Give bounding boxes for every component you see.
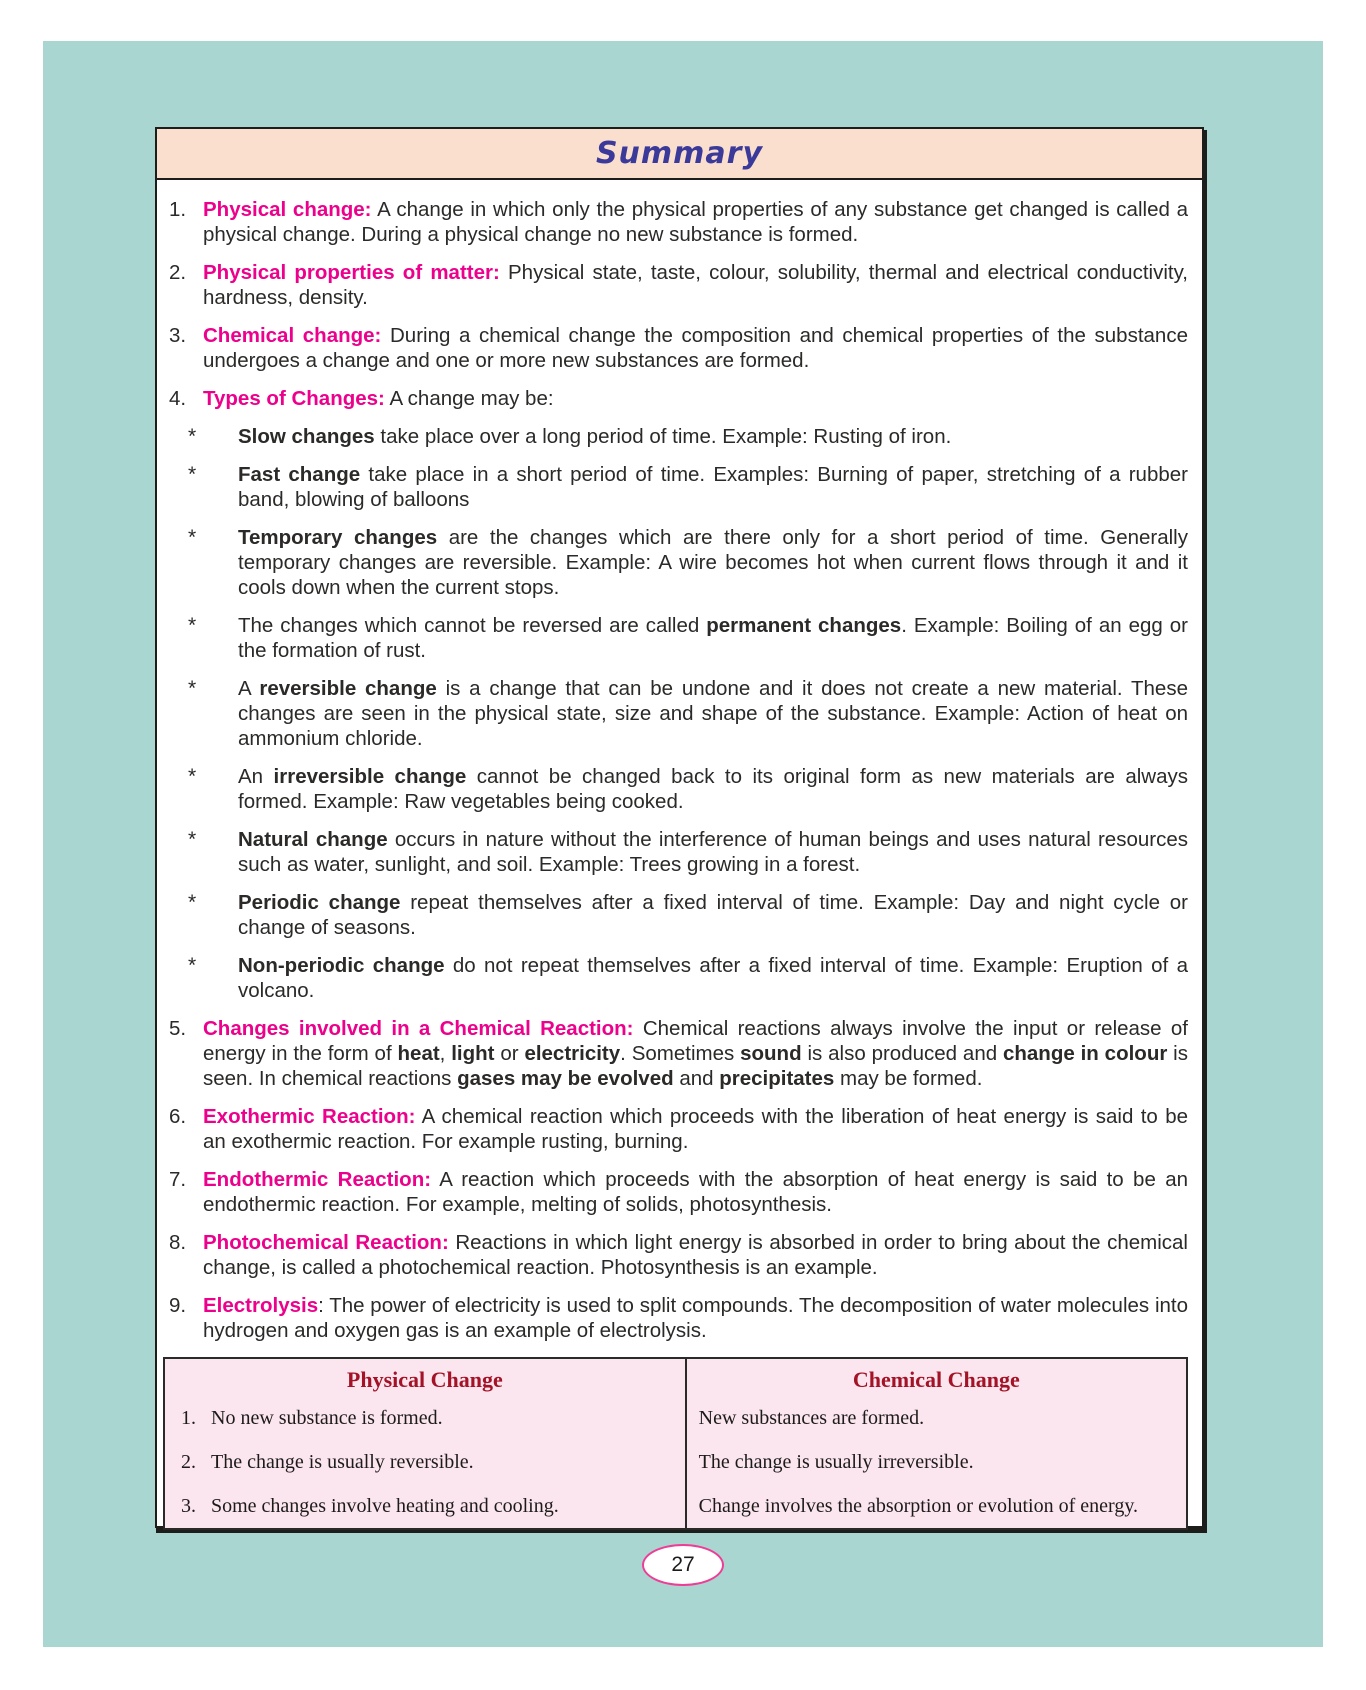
item-heading: Endothermic Reaction: <box>203 1168 432 1191</box>
bullet-body-text: An <box>238 765 274 788</box>
item-body-text: . Sometimes <box>620 1042 741 1065</box>
bullet-body-text-bold: Slow changes <box>238 425 375 448</box>
item-body-text-bold: light <box>451 1042 495 1065</box>
comparison-table-head <box>164 1358 1187 1396</box>
item-heading: Physical properties of matter: <box>203 261 500 284</box>
bullet-body-text-bold: irreversible change <box>273 765 467 788</box>
item-number: 7. <box>169 1168 187 1191</box>
item-heading: Chemical change: <box>203 324 382 347</box>
item-text <box>203 1230 1188 1280</box>
comparison-table-body <box>164 1396 1187 1529</box>
row-number: 2. <box>181 1451 196 1473</box>
item-body-text: During a chemical change the composition and chemical properties of the substance undergoes a change and one or more new substances are formed. <box>203 324 1188 372</box>
table-row <box>164 1484 1187 1529</box>
item-body-text: is seen. In chemical reactions <box>203 1042 1188 1090</box>
summary-item-row <box>163 197 1188 247</box>
bullet-body-text: take place over a long period of time. Example: Rusting of iron. <box>374 425 952 448</box>
item-body-text: Physical state, taste, colour, solubility, thermal and electrical conductivity, hardness, density. <box>203 261 1188 309</box>
bullet-body-text: . Example: Boiling of an egg or the formation of rust. <box>238 614 1188 662</box>
bullet-body-text: do not repeat themselves after a fixed interval of time. Example: Eruption of a volcano. <box>238 954 1188 1002</box>
item-body-text-bold: change in colour <box>1002 1042 1168 1065</box>
item-number: 2. <box>169 261 187 284</box>
summary-items <box>163 197 1188 1343</box>
bullet-body-text: repeat themselves after a fixed interval of time. Example: Day and night cycle or change of seasons. <box>238 891 1189 939</box>
summary-body <box>157 180 1202 1530</box>
item-body-text-bold: sound <box>740 1042 802 1065</box>
table-header-physical-change: Physical Change <box>164 1358 686 1396</box>
bullet-body-text-bold: reversible change <box>259 677 437 700</box>
bullet-item <box>163 424 1188 449</box>
item-number: 8. <box>169 1231 187 1254</box>
asterisk-bullet: * <box>188 765 197 788</box>
bullet-body-text-bold: Temporary changes <box>238 526 438 549</box>
summary-box <box>155 127 1204 1528</box>
item-number: 5. <box>169 1017 187 1040</box>
page-number: 27 <box>671 1553 695 1576</box>
item-text <box>203 260 1188 310</box>
bullet-item <box>163 676 1188 751</box>
summary-item <box>163 1104 1188 1154</box>
chemical-change-text: Change involves the absorption or evolution of energy. <box>698 1495 1139 1517</box>
row-number: 1. <box>181 1407 196 1429</box>
item-body-text: A chemical reaction which proceeds with the liberation of heat energy is said to be an exothermic reaction. For example rusting, burning. <box>203 1105 1188 1153</box>
bullet-text <box>238 676 1188 751</box>
item-heading: Electrolysis <box>203 1294 319 1317</box>
asterisk-bullet: * <box>188 828 197 851</box>
item-body-text: : The power of electricity is used to split compounds. The decomposition of water molecules into hydrogen and oxygen gas is an example of electrolysis. <box>203 1294 1188 1342</box>
row-number: 3. <box>181 1495 196 1517</box>
bullet-text <box>238 953 1188 1003</box>
item-number: 6. <box>169 1105 187 1128</box>
item-body-text-bold: heat <box>397 1042 440 1065</box>
item-heading: Types of Changes: <box>203 387 385 410</box>
item-number: 9. <box>169 1294 187 1317</box>
item-body-text: is also produced and <box>801 1042 1003 1065</box>
summary-item-row <box>163 323 1188 373</box>
physical-change-cell <box>164 1484 686 1529</box>
item-number: 3. <box>169 324 187 347</box>
item-body-text: may be formed. <box>834 1067 983 1090</box>
summary-item-row <box>163 1016 1188 1091</box>
item-number: 1. <box>169 198 187 221</box>
bullet-item <box>163 827 1188 877</box>
bullet-item <box>163 764 1188 814</box>
summary-item <box>163 1167 1188 1217</box>
asterisk-bullet: * <box>188 677 197 700</box>
item-text <box>203 1293 1188 1343</box>
bullet-body-text-bold: Fast change <box>238 463 361 486</box>
bullet-item <box>163 462 1188 512</box>
summary-item <box>163 260 1188 310</box>
bullet-body-text-bold: Periodic change <box>238 891 401 914</box>
table-header-chemical-change: Chemical Change <box>852 1367 1020 1392</box>
chemical-change-text: The change is usually irreversible. <box>698 1451 974 1473</box>
bullet-body-text: A <box>238 677 260 700</box>
item-body-text: Reactions in which light energy is absorbed in order to bring about the chemical change, is called a photochemical reaction. Photosynthesis is an example. <box>203 1231 1188 1279</box>
summary-item <box>163 1230 1188 1280</box>
physical-change-cell <box>164 1396 686 1440</box>
item-text <box>203 323 1188 373</box>
physical-change-text: No new substance is formed. <box>211 1407 443 1429</box>
item-body-text: A change may be: <box>384 387 554 410</box>
item-heading: Changes involved in a Chemical Reaction: <box>203 1017 634 1040</box>
bullet-body-text: are the changes which are there only for a short period of time. Generally temporary changes are reversible. Example: A wire becomes hot when current flows through it and it cools down when the current stops. <box>238 526 1188 599</box>
item-body-text-bold: gases may be evolved <box>457 1067 674 1090</box>
bullet-body-text: take place in a short period of time. Examples: Burning of paper, stretching of a rubber band, blowing of balloons <box>238 463 1188 511</box>
bullet-item <box>163 953 1188 1003</box>
bullet-text <box>238 827 1188 877</box>
page-background-mat <box>43 41 1323 1647</box>
comparison-table <box>163 1357 1188 1530</box>
bullet-body-text: is a change that can be undone and it does not create a new material. These changes are seen in the physical state, size and shape of the substance. Example: Action of heat on ammonium chloride. <box>238 677 1188 750</box>
item-number: 4. <box>169 387 187 410</box>
item-heading: Physical change: <box>203 198 372 221</box>
table-row <box>164 1440 1187 1484</box>
item-text <box>203 1104 1188 1154</box>
summary-item <box>163 323 1188 373</box>
bullet-text <box>238 462 1188 512</box>
summary-item <box>163 197 1188 247</box>
bullet-text <box>238 890 1188 940</box>
summary-title: Summary <box>595 136 764 171</box>
item-text <box>203 1016 1188 1091</box>
bullet-text <box>238 424 1188 449</box>
asterisk-bullet: * <box>188 526 197 549</box>
summary-item <box>163 1293 1188 1343</box>
item-body-text-bold: electricity <box>524 1042 621 1065</box>
summary-item <box>163 386 1188 1003</box>
bullet-text <box>238 764 1188 814</box>
item-body-text: or <box>494 1042 525 1065</box>
bullet-body-text: cannot be changed back to its original form as new materials are always formed. Example: Raw vegetables being cooked. <box>238 765 1188 813</box>
item-body-text-bold: precipitates <box>719 1067 835 1090</box>
bullet-body-text-bold: Non-periodic change <box>238 954 445 977</box>
bullet-item <box>163 525 1188 600</box>
item-text <box>203 197 1188 247</box>
summary-item-row <box>163 260 1188 310</box>
item-body-text: A reaction which proceeds with the absorption of heat energy is said to be an endothermic reaction. For example, melting of solids, photosynthesis. <box>203 1168 1189 1216</box>
bullet-text <box>238 525 1188 600</box>
table-row <box>164 1396 1187 1440</box>
summary-item-row <box>163 1104 1188 1154</box>
item-text <box>203 386 1188 411</box>
summary-item-row <box>163 1230 1188 1280</box>
bullet-body-text: occurs in nature without the interference of human beings and uses natural resources such as water, sunlight, and soil. Example: Trees growing in a forest. <box>238 828 1188 876</box>
chemical-change-text: New substances are formed. <box>698 1407 925 1429</box>
item-text <box>203 1167 1188 1217</box>
asterisk-bullet: * <box>188 891 197 914</box>
chemical-change-cell <box>686 1484 1187 1529</box>
summary-item-row <box>163 386 1188 411</box>
item-heading: Exothermic Reaction: <box>203 1105 416 1128</box>
asterisk-bullet: * <box>188 425 197 448</box>
bullet-body-text-bold: Natural change <box>238 828 388 851</box>
chemical-change-cell <box>686 1440 1187 1484</box>
bullet-item <box>163 613 1188 663</box>
page-number-badge <box>642 1544 724 1586</box>
item-body-text: , <box>439 1042 452 1065</box>
bullet-text <box>238 613 1188 663</box>
summary-item <box>163 1016 1188 1091</box>
summary-item-row <box>163 1293 1188 1343</box>
physical-change-text: Some changes involve heating and cooling. <box>211 1495 559 1517</box>
bullet-body-text: The changes which cannot be reversed are called <box>238 614 707 637</box>
bullet-item <box>163 890 1188 940</box>
summary-header-band <box>157 129 1202 180</box>
physical-change-cell <box>164 1440 686 1484</box>
bullet-body-text-bold: permanent changes <box>706 614 902 637</box>
asterisk-bullet: * <box>188 954 197 977</box>
asterisk-bullet: * <box>188 614 197 637</box>
item-body-text: Chemical reactions always involve the input or release of energy in the form of <box>203 1017 1188 1065</box>
item-heading: Photochemical Reaction: <box>203 1231 449 1254</box>
summary-item-row <box>163 1167 1188 1217</box>
item-body-text: A change in which only the physical properties of any substance get changed is called a physical change. During a physical change no new substance is formed. <box>203 198 1188 246</box>
asterisk-bullet: * <box>188 463 197 486</box>
chemical-change-cell <box>686 1396 1187 1440</box>
comparison-table-header-row <box>164 1358 1187 1396</box>
physical-change-text: The change is usually reversible. <box>211 1451 474 1473</box>
item-body-text: and <box>673 1067 720 1090</box>
